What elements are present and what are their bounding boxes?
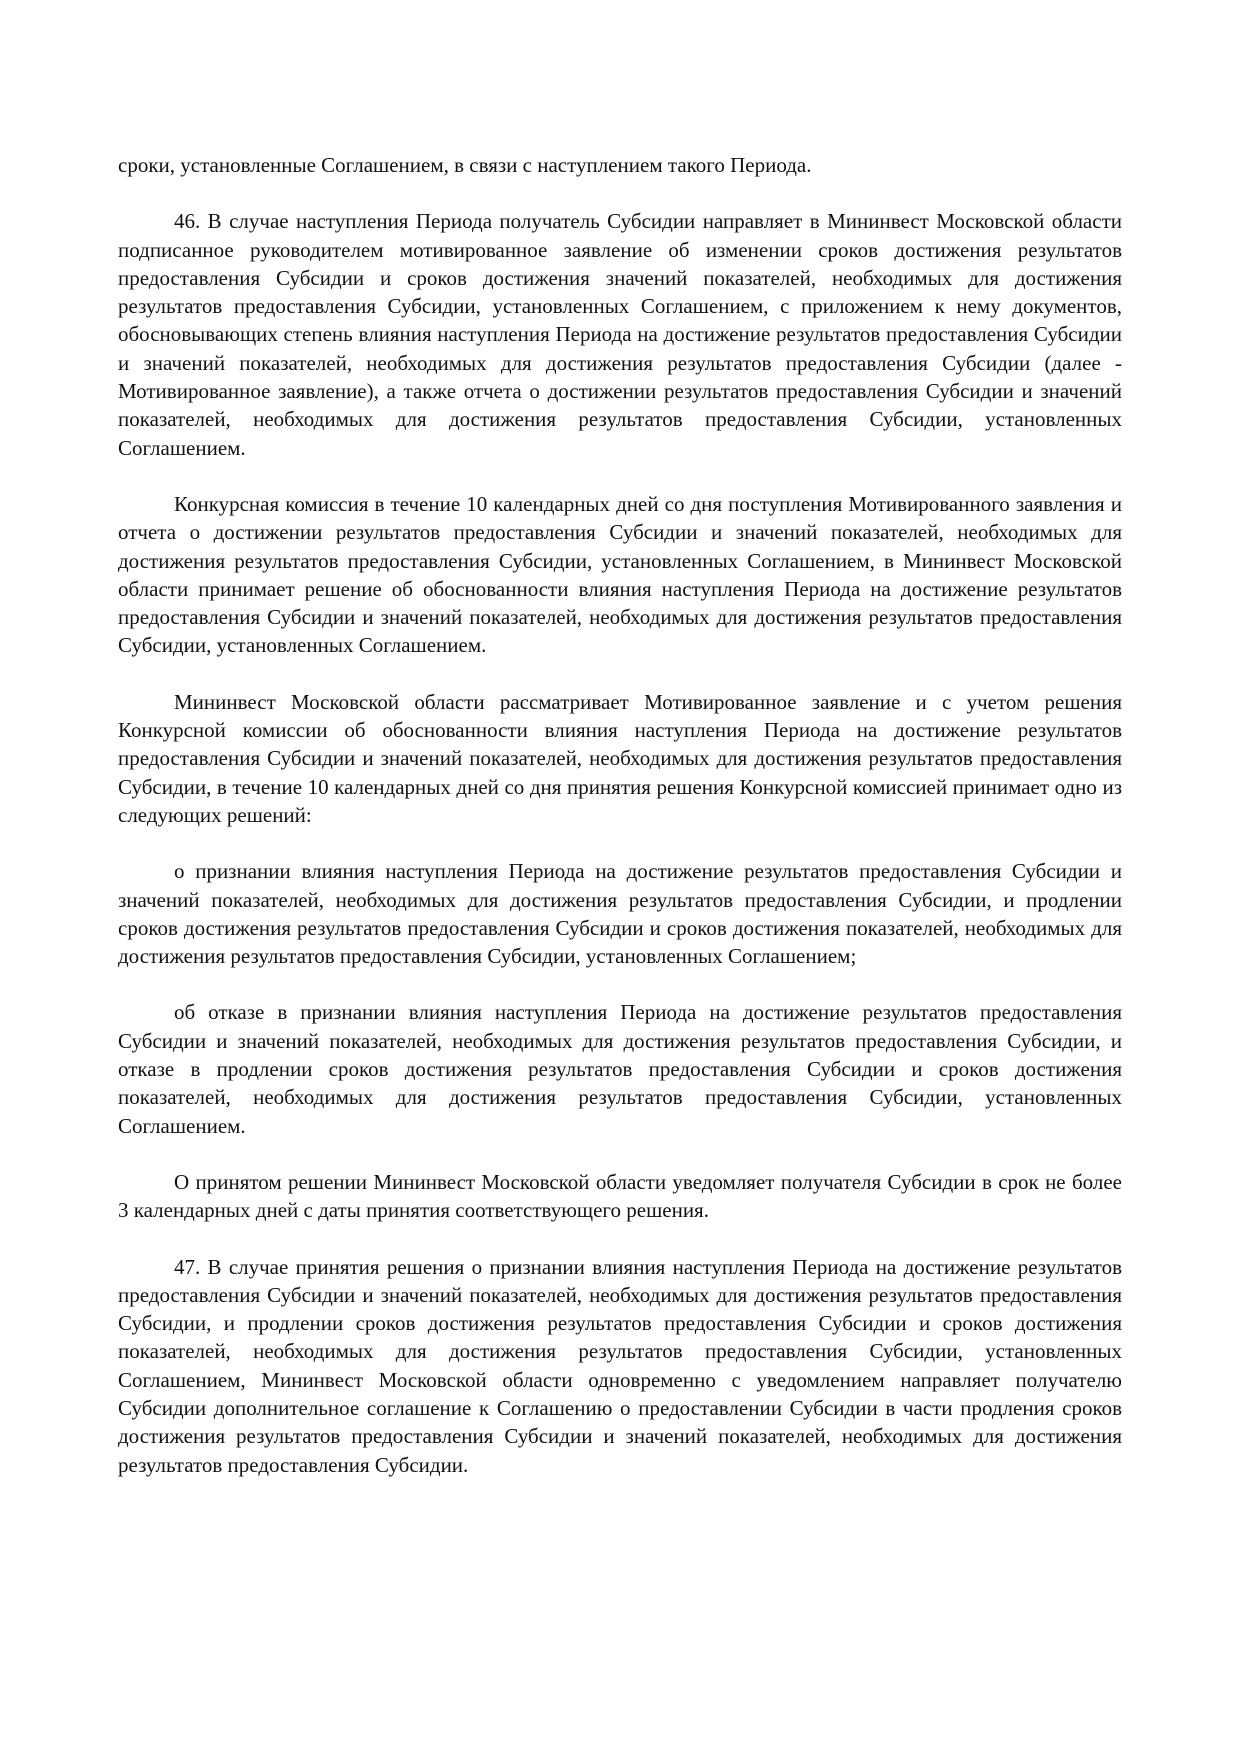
paragraph-decision-approve: о признании влияния наступления Периода на достижение результатов предоставления Субсидии и значений показателей, необходимых для достижения результатов предоставления Субсидии, и продлении сроков достижения результатов предоставления Субсидии и сроков достижения показателей, необходимых для достижения результатов предоставления Субсидии, установленных Соглашением; [118, 859, 1122, 969]
paragraph-decision-refuse: об отказе в признании влияния наступления Периода на достижение результатов предоставления Субсидии и значений показателей, необходимых для достижения результатов предоставления Субсидии, и отказе в продлении сроков достижения результатов предоставления Субсидии и сроков достижения показателей, необходимых для достижения результатов предоставления Субсидии, установленных Соглашением. [118, 1000, 1122, 1138]
paragraph-commission: Конкурсная комиссия в течение 10 календарных дней со дня поступления Мотивированного заявления и отчета о достижении результатов предоставления Субсидии и значений показателей, необходимых для достижения результатов предоставления Субсидии, установленных Соглашением, в Мининвест Московской области принимает решение об обоснованности влияния наступления Периода на достижение результатов предоставления Субсидии и значений показателей, необходимых для достижения результатов предоставления Субсидии, установленных Соглашением. [118, 491, 1122, 658]
paragraph-notification: О принятом решении Мининвест Московской области уведомляет получателя Субсидии в срок не более 3 календарных дней с даты принятия соответствующего решения. [118, 1169, 1122, 1223]
paragraph-continuation: сроки, установленные Соглашением, в связи с наступлением такого Периода. [118, 153, 812, 177]
paragraph-mininvest-review: Мининвест Московской области рассматривает Мотивированное заявление и с учетом решения Конкурсной комиссии об обоснованности влияния наступления Периода на достижение результатов предоставления Субсидии и значений показателей, необходимых для достижения результатов предоставления Субсидии, в течение 10 календарных дней со дня принятия решения Конкурсной комиссией принимает одно из следующих решений: [118, 689, 1122, 827]
paragraph-46: 46. В случае наступления Периода получатель Субсидии направляет в Мининвест Московской области подписанное руководителем мотивированное заявление об изменении сроков достижения результатов предоставления Субсидии и сроков достижения значений показателей, необходимых для достижения результатов предоставления Субсидии, установленных Соглашением, с приложением к нему документов, обосновывающих степень влияния наступления Периода на достижение результатов предоставления Субсидии и значений показателей, необходимых для достижения результатов предоставления Субсидии (далее - Мотивированное заявление), а также отчета о достижении результатов предоставления Субсидии и значений показателей, необходимых для достижения результатов предоставления Субсидии, установленных Соглашением. [118, 209, 1122, 460]
document-body [118, 151, 1122, 1479]
paragraph-47: 47. В случае принятия решения о признании влияния наступления Периода на достижение результатов предоставления Субсидии и значений показателей, необходимых для достижения результатов предоставления Субсидии, и продлении сроков достижения результатов предоставления Субсидии и сроков достижения показателей, необходимых для достижения результатов предоставления Субсидии, установленных Соглашением, Мининвест Московской области одновременно с уведомлением направляет получателю Субсидии дополнительное соглашение к Соглашению о предоставлении Субсидии в части продления сроков достижения результатов предоставления Субсидии и значений показателей, необходимых для достижения результатов предоставления Субсидии. [118, 1254, 1122, 1477]
